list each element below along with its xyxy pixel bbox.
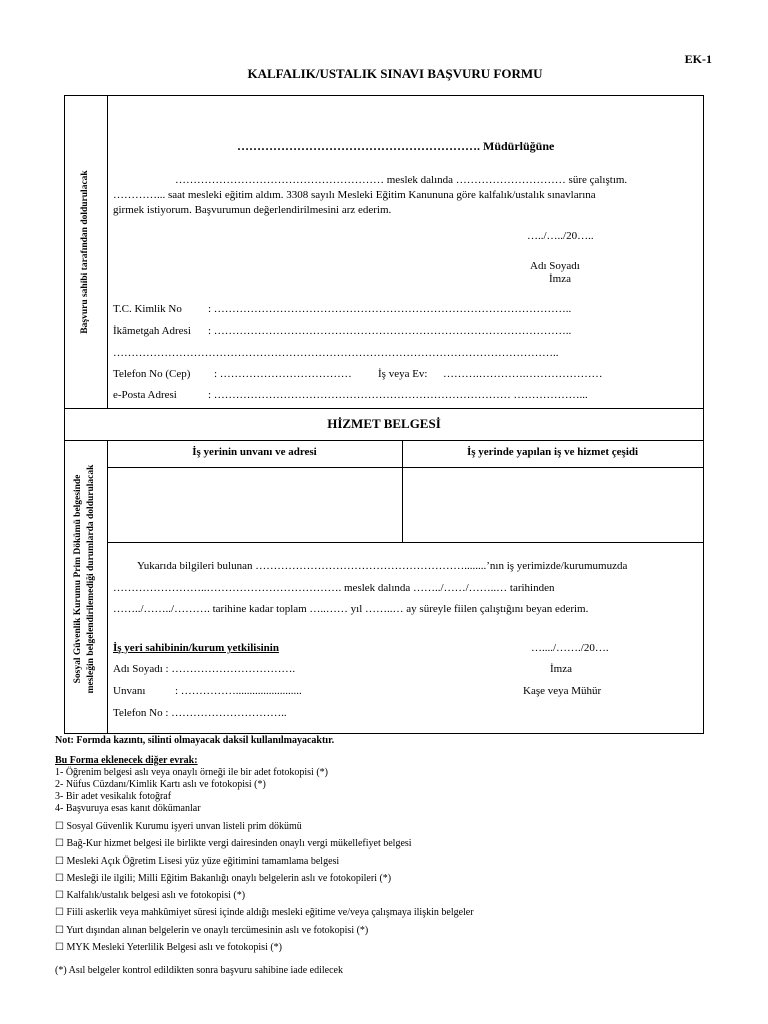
mobile-phone-label: Telefon No (Cep) — [113, 368, 191, 380]
checkbox-icon[interactable]: ☐ — [55, 924, 64, 936]
work-phone-field[interactable]: ……….………….………………… — [443, 368, 603, 380]
checkbox-icon[interactable]: ☐ — [55, 838, 64, 850]
employer-date[interactable]: …..../……./20…. — [531, 642, 609, 654]
list-item: 1- Öğrenim belgesi aslı veya onaylı örneği ile bir adet fotokopisi (*) — [55, 767, 328, 778]
checklist-item: ☐ Yurt dışından alınan belgelerin ve onaylı tercümesinin aslı ve fotokopisi (*) — [55, 924, 369, 936]
footnote: (*) Asıl belgeler kontrol edildikten sonra başvuru sahibine iade edilecek — [55, 965, 343, 976]
employer-label: İş yeri sahibinin/kurum yetkilisinin — [113, 642, 279, 654]
service-cell[interactable] — [403, 468, 702, 541]
numbered-list — [55, 767, 328, 815]
checkbox-icon[interactable]: ☐ — [55, 907, 64, 919]
employer-title-label: Unvanı — [113, 685, 146, 697]
col-service-header: İş yerinde yapılan iş ve hizmet çeşidi — [466, 446, 639, 458]
checkbox-list — [55, 818, 474, 956]
form-code: EK-1 — [684, 52, 712, 66]
applicant-name-label: Adı Soyadı — [530, 260, 580, 272]
tc-id-label: T.C. Kimlik No — [113, 303, 182, 315]
applicant-side-label: Başvuru sahibi tarafından doldurulacak — [80, 170, 90, 334]
checklist-item: ☐ Mesleği ile ilgili; Milli Eğitim Bakanlığı onaylı belgelerin aslı ve fotokopileri (*) — [55, 872, 392, 884]
checkbox-icon[interactable]: ☐ — [55, 872, 64, 884]
side-column-divider — [107, 96, 108, 408]
list-item: 3- Bir adet vesikalık fotoğraf — [55, 791, 172, 802]
attachments-heading: Bu Forma eklenecek diğer evrak: — [55, 755, 198, 766]
col-workplace-header: İş yerinin unvanı ve adresi — [192, 446, 317, 458]
checklist-item: ☐ Kalfalık/ustalık belgesi aslı ve fotokopisi (*) — [55, 890, 246, 902]
checklist-item: ☐ Bağ-Kur hizmet belgesi ile birlikte vergi dairesinden onaylı vergi mükellefiyet belgesi — [55, 838, 412, 850]
checkbox-icon[interactable]: ☐ — [55, 942, 64, 954]
declaration-paragraph: Yukarıda bilgileri bulunan …………………………………………………........’nın iş yerimizde/kurumumuzda ……………………..………………………………. meslek dalında ……../……/……..… tarihinden ……../……../………. tarihine kadar toplam …..…… yıl ……..… ay süreyle fiilen çalıştığını beyan ederim. — [113, 560, 628, 615]
tc-id-field[interactable]: : …………………………………………………………………………………….. — [208, 303, 572, 315]
checklist-item: ☐ Fiili askerlik veya mahkûmiyet süresi içinde aldığı mesleki eğitime ve/veya çalışmaya ilişkin belgeler — [55, 907, 474, 919]
service-certificate-heading: HİZMET BELGESİ — [327, 416, 441, 431]
applicant-sign-label: İmza — [549, 273, 571, 285]
workplace-cell[interactable] — [108, 468, 401, 541]
employer-name-field[interactable]: Adı Soyadı : ……………………………. — [113, 663, 296, 675]
address-label: İkâmetgah Adresi — [113, 325, 191, 337]
checklist-item: ☐ MYK Mesleki Yeterlilik Belgesi aslı ve fotokopisi (*) — [55, 942, 283, 954]
address-field[interactable]: : …………………………………………………………………………………….. — [208, 325, 572, 337]
checkbox-icon[interactable]: ☐ — [55, 890, 64, 902]
work-phone-label: İş veya Ev: — [378, 368, 428, 380]
heading-divider — [65, 440, 703, 441]
ssi-side-label: Sosyal Güvenlik Kurumu Prim Dökümü belgesinde mesleğin belgelendirilemediği durumlarda doldurulacak — [73, 464, 96, 694]
checklist-item: ☐ Mesleki Açık Öğretim Lisesi yüz yüze eğitimini tamamlama belgesi — [55, 855, 340, 867]
application-form — [64, 95, 704, 734]
stamp-label: Kaşe veya Mühür — [523, 685, 602, 697]
employer-sign-label: İmza — [550, 663, 572, 675]
checkbox-icon[interactable]: ☐ — [55, 855, 64, 867]
checkbox-icon[interactable]: ☐ — [55, 821, 64, 832]
address-field-cont[interactable]: ………………………………………………………………………………………………………….. — [113, 347, 559, 359]
mobile-phone-field[interactable]: : ……………………………… — [214, 368, 352, 380]
email-label: e-Posta Adresi — [113, 389, 177, 401]
employer-title-field[interactable]: : ……………........................ — [175, 685, 302, 697]
employer-phone-field[interactable]: Telefon No : ………………………….. — [113, 707, 287, 719]
form-title: KALFALIK/USTALIK SINAVI BAŞVURU FORMU — [247, 66, 543, 81]
directorate-line[interactable]: ……………………………………………………. Müdürlüğüne — [237, 139, 555, 153]
application-paragraph: ………………………………………………… meslek dalında ………………………… süre çalıştım. …………... saat mesleki eğitim aldım. 3308 sayılı Mesleki Eğitim Kanununa göre kalfalık/ustalık sınavlarına girmek istiyorum. Başvurumun değerlendirilmesini arz ederim. — [113, 174, 628, 216]
list-item: 4- Başvuruya esas kanıt dökümanlar — [55, 803, 201, 814]
form-note: Not: Formda kazıntı, silinti olmayacak daksil kullanılmayacaktır. — [55, 735, 335, 746]
email-field[interactable]: : ……………………………………………………………………… ………………... — [208, 389, 588, 401]
section-divider — [65, 408, 703, 409]
table-bottom — [107, 542, 703, 543]
list-item: 2- Nüfus Cüzdanı/Kimlik Kartı aslı ve fotokopisi (*) — [55, 779, 266, 790]
applicant-date[interactable]: …../…../20….. — [527, 230, 594, 242]
checklist-item: ☐ Sosyal Güvenlik Kurumu işyeri unvan listeli prim dökümü — [55, 821, 302, 832]
